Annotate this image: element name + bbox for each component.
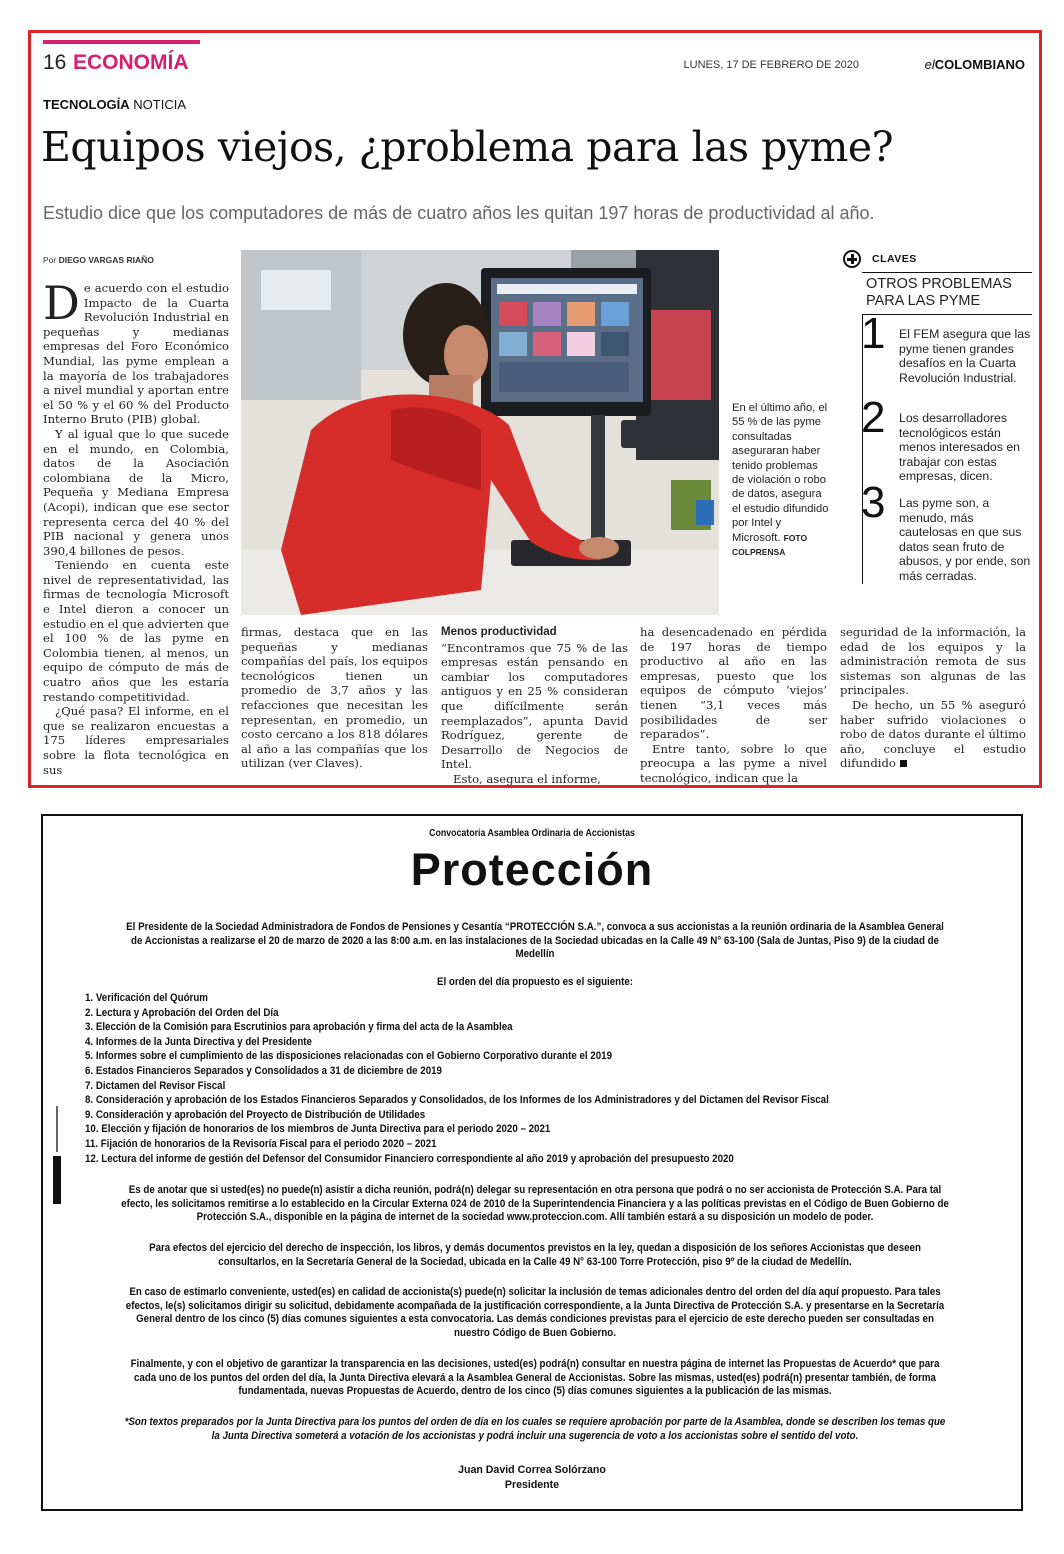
- article-photo: [241, 250, 719, 615]
- ad-paragraph: Es de anotar que si usted(es) no puede(n) asistir a dicha reunión, podrá(n) delegar su representación en otra persona que podrá o no ser accionista de Protección S.A. Para tal efecto, les solicitamos remitirse a lo establecido en la Circular Externa 024 de 2010 de la Superintendencia Financiera y a las políticas previstas en el Código de Buen Gobierno de Protección S.A., disponible en la página de internet de la sociedad www.proteccion.com. Allí también estará a su disposición un modelo de poder.: [121, 1184, 949, 1224]
- article-subheadline: Estudio dice que los computadores de más de cuatro años les quitan 197 horas de productividad al año.: [43, 203, 875, 223]
- claves-label: CLAVES: [872, 253, 917, 265]
- list-item: 2. Lectura y Aprobación del Orden del Día: [85, 1006, 279, 1019]
- claves-number: 2: [861, 393, 886, 442]
- list-item: 9. Consideración y aprobación del Proyecto de Distribución de Utilidades: [85, 1108, 426, 1121]
- list-item: 5. Informes sobre el cumplimiento de las disposiciones relacionadas con el Gobierno Corporativo durante el 2019: [85, 1050, 613, 1063]
- article-column-5: [840, 625, 1026, 771]
- paragraph: ha desencadenado en pérdida de 197 horas de tiempo productivo al año en las empresas, puesto que los equipos de cómputo ‘viejos’ tienen “3,1 veces más posibilidades de ser reparados”.: [640, 625, 827, 742]
- article-column-3: [441, 625, 628, 787]
- byline-prefix: Por: [43, 255, 57, 265]
- kicker-type: NOTICIA: [133, 97, 187, 112]
- brand-name: COLOMBIANO: [934, 57, 1025, 72]
- article-column-1: [43, 276, 229, 777]
- kicker-topic: TECNOLOGÍA: [43, 97, 130, 112]
- claves-text: El FEM asegura que las pyme tienen grandes desafíos en la Cuarta Revolución Industrial.: [899, 327, 1031, 385]
- paragraph: De acuerdo con el estudio Impacto de la Cuarta Revolución Industrial en pequeñas y medianas empresas del Foro Económico Mundial, las pyme emplean a la mayoría de los trabajadores a nivel mundial y aportan entre el 50 % y el 60 % del Producto Interno Bruto (PIB) global.: [43, 276, 229, 427]
- claves-item: [861, 393, 1032, 484]
- claves-number: 1: [861, 309, 886, 358]
- page-number: 16: [43, 51, 67, 74]
- list-item: 11. Fijación de honorarios de la Revisoría Fiscal para el periodo 2020 – 2021: [85, 1137, 437, 1150]
- list-item: 4. Informes de la Junta Directiva y del Presidente: [85, 1035, 312, 1048]
- paragraph: “Encontramos que 75 % de las empresas están pensando en cambiar los computadores antiguos y en 25 % consideran que difícilmente serán reemplazados”, apunta David Rodríguez, gerente de Desarrollo de Negocios de Intel.: [441, 640, 628, 772]
- issue-date: LUNES, 17 DE FEBRERO DE 2020: [683, 59, 859, 71]
- list-item: 8. Consideración y aprobación de los Estados Financieros Separados y Consolidados, de los Informes de los Administradores y del Dictamen del Revisor Fiscal: [85, 1094, 829, 1107]
- list-item: 1. Verificación del Quórum: [85, 992, 208, 1004]
- claves-text: Los desarrolladores tecnológicos están menos interesados en trabajar con estas empresas, dicen.: [899, 411, 1020, 484]
- list-item: 12. Lectura del informe de gestión del Defensor del Consumidor Financiero correspondiente al año 2019 y aprobación del presupuesto 2020: [85, 1152, 734, 1165]
- list-item: 3. Elección de la Comisión para Escrutinios para aprobación y firma del acta de la Asamblea: [85, 1021, 513, 1034]
- article-kicker: [43, 97, 186, 112]
- claves-item: [861, 477, 1032, 584]
- ad-heading: Convocatoria Asamblea Ordinaria de Accionistas: [429, 828, 635, 839]
- plus-circle-icon: [843, 250, 861, 268]
- paragraph: ¿Qué pasa? El informe, en el que se realizaron encuestas a 175 líderes empresariales sobre la flota tecnológica en sus: [43, 704, 229, 777]
- list-item: 6. Estados Financieros Separados y Consolidados a 31 de diciembre de 2019: [85, 1064, 442, 1077]
- ad-paragraph: Finalmente, y con el objetivo de garantizar la transparencia en las decisiones, usted(es) podrá(n) consultar en nuestra página de internet las Propuestas de Acuerdo* que para cada uno de los puntos del orden del día, la Junta Directiva elevará a la Asamblea General de Accionistas. Sobre las mismas, usted(es) podrá(n) presentar también, de forma fundamentada, nuevas Propuestas de Acuerdo, dentro de los cinco (5) días comunes siguientes a la publicación de las mismas.: [130, 1358, 940, 1398]
- section-color-bar: [43, 40, 200, 44]
- list-item: 7. Dictamen del Revisor Fiscal: [85, 1079, 226, 1092]
- signer-name: Juan David Correa Solórzano: [458, 1464, 606, 1476]
- paragraph: Esto, asegura el informe,: [453, 771, 601, 786]
- byline: [43, 255, 154, 265]
- paragraph: De hecho, un 55 % aseguró haber sufrido violaciones o robo de datos durante el último año, concluye el estudio difundido: [840, 697, 1026, 771]
- section-subtitle: Menos productividad: [441, 626, 557, 638]
- vertical-label-mark: [56, 1106, 58, 1152]
- paragraph: Teniendo en cuenta este nivel de representatividad, las firmas de tecnología Microsoft e Intel dieron a conocer un estudio en el que advierten que el 100 % de las pyme en Colombia tienen, al menos, un equipo de cómputo de más de cuatro años que les estaría restando competitividad.: [43, 558, 229, 704]
- photo-person-at-computer: [241, 250, 719, 615]
- proteccion-logo: Protección: [410, 844, 654, 895]
- agenda-list: [85, 991, 941, 1166]
- claves-text: Las pyme son, a menudo, más cautelosas en que sus datos sean fruto de abusos, y por ende, son más cerradas.: [899, 495, 1031, 583]
- paragraph: Y al igual que lo que sucede en el mundo, en Colombia, datos de la Asociación colombiana de la Micro, Pequeña y Mediana Empresa (Acopi), indican que ese sector representa cerca del 40 % del PIB nacional y genera unos 390,4 billones de pesos.: [43, 426, 229, 558]
- vertical-label-mark: [53, 1156, 61, 1204]
- drop-cap: D: [43, 276, 80, 330]
- shareholders-meeting-ad: [41, 814, 1023, 1511]
- paragraph: seguridad de la información, la edad de los equipos y la administración remota de sus sistemas son algunas de las principales.: [840, 625, 1026, 698]
- ad-intro: El Presidente de la Sociedad Administradora de Fondos de Pensiones y Cesantía “PROTECCIÓN S.A.”, convoca a sus accionistas a la reunión ordinaria de la Asamblea General de Accionistas a realizarse el 20 de marzo de 2020 a las 8:00 a.m. en las instalaciones de la Sociedad ubicadas en la Calle 49 N° 63-100 (Sala de Juntas, Piso 9) de la ciudad de Medellín: [126, 921, 944, 961]
- claves-header: [840, 250, 1032, 272]
- photo-credit: FOTO COLPRENSA: [732, 532, 808, 558]
- claves-item: [861, 309, 1032, 399]
- section-name: ECONOMÍA: [73, 51, 189, 74]
- ad-paragraph: En caso de estimarlo conveniente, usted(es) en calidad de accionista(s) puede(n) solicitar la inclusión de temas adicionales dentro del orden del día aquí propuesto. Para tales efectos, le(s) solicitamos dirigir su solicitud, debidamente acompañada de la justificación correspondiente, a la Junta Directiva de Protección S.A. y presentarse en la Secretaría General dentro de los cinco (5) días comunes siguientes a esta convocatoria. Las demás condiciones previstas para el ejercicio de este derecho pueden ser consultadas en nuestro Código de Buen Gobierno.: [125, 1286, 945, 1340]
- byline-author: DIEGO VARGAS RIAÑO: [58, 255, 154, 265]
- photo-caption: [732, 401, 830, 559]
- end-mark-icon: [900, 760, 907, 767]
- caption-text: En el último año, el 55 % de las pyme consultadas aseguraran haber tenido problemas de violación o robo de datos, asegura el estudio difundido por Intel y Microsoft.: [732, 402, 829, 544]
- article-frame: [28, 30, 1042, 788]
- signer-role: Presidente: [504, 1479, 560, 1491]
- newspaper-logo: [925, 57, 1025, 72]
- list-item: 10. Elección y fijación de honorarios de los miembros de Junta Directiva para el periodo 2020 – 2021: [85, 1123, 551, 1136]
- paragraph: Entre tanto, sobre lo que preocupa a las pyme a nivel tecnológico, indican que la: [640, 741, 827, 785]
- agenda-title: El orden del día propuesto es el siguiente:: [436, 976, 634, 988]
- paragraph: firmas, destaca que en las pequeñas y medianas compañías del país, los equipos tecnológicos tienen un promedio de 3,7 años y las refacciones que necesitan les representan, en promedio, un costo cercano a los 818 dólares al año a las compañías que los utilizan (ver Claves).: [241, 625, 428, 771]
- brand-prefix: el: [924, 57, 935, 72]
- ad-paragraph: Para efectos del ejercicio del derecho de inspección, los libros, y demás documentos previstos en la ley, quedan a disposición de los señores Accionistas que deseen consultarlos, en la Secretaría General de la Sociedad, ubicada en la Calle 49 N° 63-100 Torre Protección, piso 9º de la ciudad de Medellín.: [149, 1242, 921, 1268]
- article-column-4: [640, 625, 827, 786]
- claves-number: 3: [861, 477, 886, 527]
- claves-box: [840, 250, 1032, 584]
- article-column-2: [241, 625, 428, 771]
- article-headline: Equipos viejos, ¿problema para las pyme?: [41, 123, 894, 171]
- ad-footnote: *Son textos preparados por la Junta Directiva para los puntos del orden de día en los cuales se requiere aprobación por parte de la Asamblea, donde se describen los temas que la Junta Directiva someterá a votación de los accionistas y podrá incluir una sugerencia de voto a los accionistas sobre el sentido del voto.: [124, 1416, 946, 1442]
- claves-title: OTROS PROBLEMAS PARA LAS PYME: [862, 272, 1032, 315]
